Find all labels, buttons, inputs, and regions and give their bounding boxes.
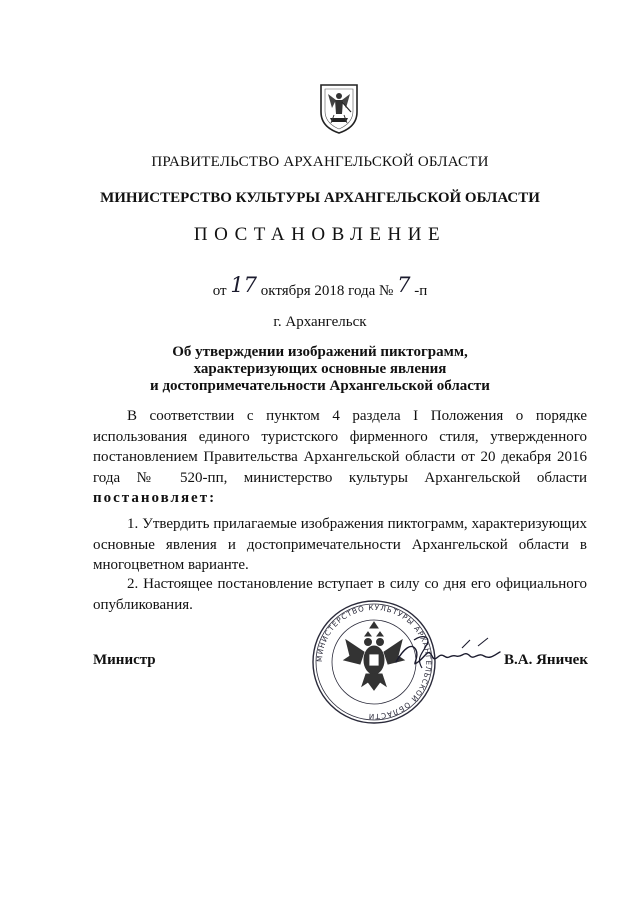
signer-name: В.А. Яничек xyxy=(504,652,588,668)
government-title: ПРАВИТЕЛЬСТВО АРХАНГЕЛЬСКОЙ ОБЛАСТИ xyxy=(151,154,489,170)
decree-keyword: постановляет: xyxy=(93,490,217,506)
document-dateline xyxy=(0,273,640,300)
coat-of-arms-icon xyxy=(318,82,360,134)
subject-line: характеризующих основные явления xyxy=(193,361,447,377)
clause-2-paragraph: 2. Настоящее постановление вступает в силу со дня его официального опубликования. xyxy=(93,576,587,613)
dateline-suffix: -п xyxy=(414,283,428,299)
document-subject xyxy=(0,344,640,395)
subject-line: Об утверждении изображений пиктограмм, xyxy=(172,344,468,360)
clause-1-paragraph: 1. Утвердить прилагаемые изображения пиктограмм, характеризующих основные явления и достопримечательности Архангельской области в многоцветном варианте. xyxy=(93,516,587,573)
signer-position: Министр xyxy=(93,652,156,668)
dateline-month-year: октября 2018 года № xyxy=(260,283,394,299)
handwritten-number: 7 xyxy=(397,273,411,297)
ministry-title: МИНИСТЕРСТВО КУЛЬТУРЫ АРХАНГЕЛЬСКОЙ ОБЛАСТИ xyxy=(100,190,540,206)
handwritten-signature-icon xyxy=(392,628,502,678)
preamble-text: В соответствии с пунктом 4 раздела I Положения о порядке использования единого туристского фирменного стиля, утвержденного постановлением Правительства Архангельской области от 20 декабря 2016 года № 520-пп, министерство культуры Архангельской области xyxy=(93,408,587,486)
seal-text: МИНИСТЕРСТВО КУЛЬТУРЫ АРХАНГЕЛЬСКОЙ ОБЛАСТИ xyxy=(314,602,434,722)
handwritten-day: 17 xyxy=(230,273,258,297)
document-type: ПОСТАНОВЛЕНИЕ xyxy=(193,224,447,245)
city-line: г. Архангельск xyxy=(273,314,367,330)
dateline-prefix: от xyxy=(212,283,227,299)
subject-line: и достопримечательности Архангельской области xyxy=(150,378,490,394)
preamble-paragraph xyxy=(93,406,587,509)
